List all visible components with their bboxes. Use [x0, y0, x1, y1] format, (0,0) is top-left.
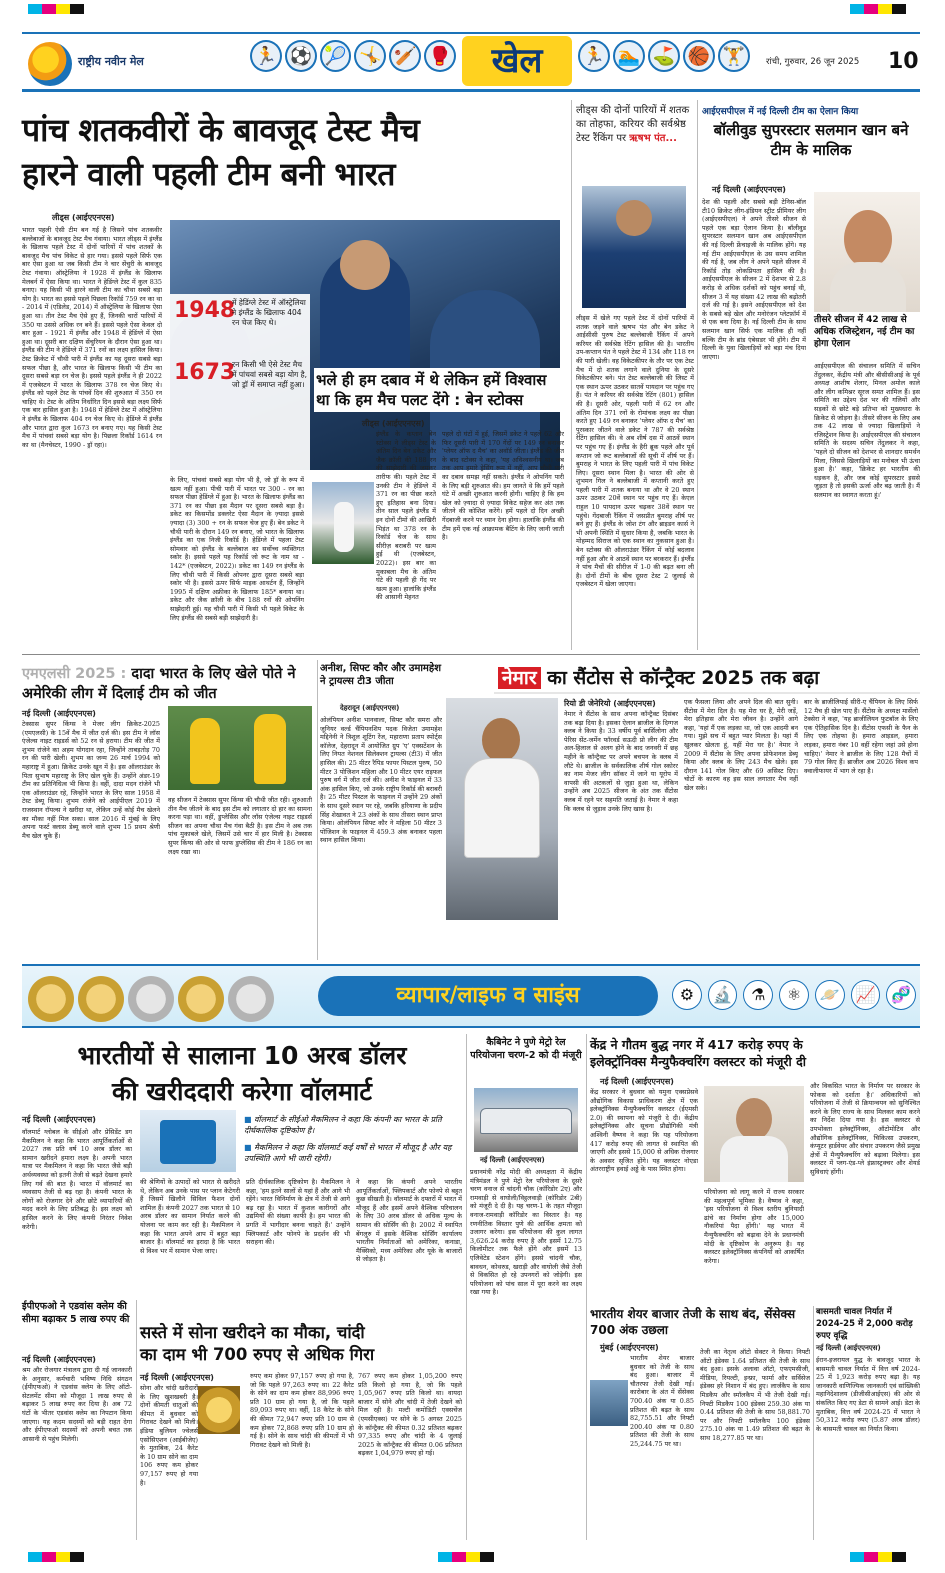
stat2-text: रन किसी भी ऐसे टेस्ट मैच में पांचवां सबसे बड़ा योग है, जो ड्रॉ में समाप्त नहीं हुआ। [232, 360, 308, 389]
story-sensex [590, 1306, 810, 1540]
player-yellow [190, 718, 220, 784]
walmart-bullet-1 [244, 1114, 462, 1136]
reg-mark-magenta [864, 4, 878, 14]
reg-mark-yellow [878, 4, 892, 14]
paper-logo [28, 42, 72, 86]
sensex-headline: भारतीय शेयर बाजार तेजी के साथ बंद, सेंसेक्स 700 अंक उछला [590, 1307, 796, 1337]
pant-photo [582, 186, 686, 308]
reg-mark-yellow [56, 1552, 70, 1562]
dehradun-headline: अनीश, सिफ्ट कौर और उमामहेश ने ट्रायल्स टी3 जीता [320, 663, 441, 687]
reg-mark-yellow [878, 1552, 892, 1562]
swimming-icon: 🏊 [613, 40, 645, 72]
hurdle-icon: 🤸 [354, 40, 386, 72]
neymar-dateline: रियो डी जेनेरियो (आईएएनएस) [564, 699, 656, 708]
gold-col-1: सोना और चांदी खरीदारों के लिए खुशखबरी है। दोनों कीमती धातुओं की कीमत में बुधवार को गिरावट देखने को मिली। इंडिया बुलियन ज्वेलर्स एसोसिएशन (आईबीजेए) के मुताबिक, 24 कैरेट के 10 ग्राम सोने का दाम 106 रुपए कम होकर 97,157 रुपए हो गया है। [140, 1384, 198, 1487]
page-number: 10 [888, 49, 919, 74]
salman-photo [814, 192, 920, 312]
electronics-col-3: और विकसित भारत के निर्माण पर सरकार के फोकस को दर्शाता है।' अधिकारियों को परियोजना में तेजी से क्रियान्वयन को सुनिश्चित करने के लिए राज्य के साथ मिलकर काम करने का निर्देश दिया गया है। इस क्लस्टर से उपभोक्ता इलेक्ट्रॉनिक्स, ऑटोमोटिव और औद्योगिक इलेक्ट्रॉनिक्स, चिकित्सा उपकरण, कंप्यूटर हार्डवेयर और संचार उपकरण जैसे प्रमुख क्षेत्रों में मैन्युफैक्चरिंग को बढ़ावा मिलेगा। इस क्लस्टर में प्लग-एंड-प्ले इंफ्रास्ट्रक्चर और शेयर्ड सुविधाएं होंगी। [810, 1082, 920, 1176]
gold-headline-line-1: सस्ते में सोना खरीदने का मौका, चांदी [140, 1323, 365, 1342]
paper-name: राष्ट्रीय नवीन मेल [78, 55, 144, 68]
electronics-headline [590, 1036, 920, 1070]
gold-headline [140, 1322, 462, 1366]
headline-line-1: पांच शतकवीरों के बावजूद टेस्ट मैच [22, 111, 420, 149]
reg-mark-cyan [28, 4, 42, 14]
walmart-headline-line-1: भारतीयों से सालाना 10 अरब डॉलर [77, 1041, 407, 1070]
story-pant [576, 100, 694, 650]
stat1-text: में हेडिंग्ले टेस्ट में ऑस्ट्रेलिया ने इंग्लैंड के खिलाफ 404 रन चेज किए थे। [232, 298, 306, 327]
salman-dateline: नई दिल्ली (आईएएनएस) [712, 185, 786, 194]
divider [813, 1306, 814, 1540]
reg-mark-black [892, 4, 906, 14]
gold-col-2: रुपए कम होकर 97,157 रुपए हो गया है, जो कि पहले 97,263 रुपए था। 22 कैरेट के सोने का दाम कम होकर 88,996 रुपए प्रति 10 ग्राम हो गया है, जो कि पहले 89,093 रुपए था। वहीं, 18 कैरेट के सोने की कीमत 72,947 रुपए प्रति 10 ग्राम से कम होकर 72,868 रुपए प्रति 10 ग्राम हो गई है। सोने के साथ चांदी की कीमतों में भी गिरावट देखने को मिली है। [250, 1372, 354, 1449]
reg-mark-black [70, 4, 84, 14]
epfo-body: श्रम और रोजगार मंत्रालय द्वारा दी गई जानकारी के अनुसार, कर्मचारी भविष्य निधि संगठन (ईपीएफओ) ने एडवांस क्लेम के लिए ऑटो-सेटलमेंट सीमा को मौजूदा 1 लाख रुपए से बढ़ाकर 5 लाख रुपए कर दिया है। अब 72 घंटों के भीतर एडवांस क्लेम का निपटान किया जाएगा। यह कदम सदस्यों को बड़ी राहत देगा और ईपीएफओ सदस्यों को अपनी बचत तक आसानी से पहुंच मिलेगी। [22, 1366, 132, 1443]
sensex-col-1: भारतीय शेयर बाजार बुधवार को तेजी के साथ बंद हुआ। बाजार में चौतरफा तेजी देखी गई। कारोबार के अंत में सेंसेक्स 700.40 अंक या 0.85 प्रतिशत की बढ़त के साथ 82,755.51 और निफ्टी 200.40 अंक या 0.80 प्रतिशत की तेजी के साथ 25,244.75 पर था। [630, 1354, 694, 1448]
electronics-col-2: परियोजना को लागू करने में राज्य सरकार की महत्वपूर्ण भूमिका है। वैष्णव ने कहा, 'इस परियोजना से विश्व स्तरीय बुनियादी ढांचे का निर्माण होगा और 15,000 नौकरियां पैदा होंगी।' यह भारत में मैन्युफैक्चरिंग को बढ़ावा देने के प्रधानमंत्री मोदी के दृष्टिकोण के अनुरूप है। यह क्लस्टर इलेक्ट्रॉनिक्स कंपनियों को आकर्षित करेगा। [704, 1188, 804, 1265]
stokes-col-2: पहले दो घंटों में हुई, जिसमें डकेट ने पहले 62 और फिर दूसरी पारी में 170 गेंदों पर 149 रन बनाकर 'प्लेयर ऑफ द मैच' का अवॉर्ड जीता। इंग्लैंड की जीत के बाद स्टोक्स ने कहा, 'यह अविश्वसनीय था। जब तक आप हमारे ड्रेसिंग रूम में नहीं, आप चौथी पारी का दबाव समझ नहीं सकते। इंग्लैंड ने ओपनिंग पारी के लिए बड़ी शुरुआत की। हम जानते थे कि हमें पहले घंटे में अच्छी शुरुआत करनी होगी। चाहिए है कि हम खेल को ज़्यादा से ज़्यादा विकेट सहेज कर अंत तक जीतने की कोशिश करेंगे। हमें पहले दो दिन अच्छी गेंदबाजी करने पर ध्यान देना होगा। हालांकि इंग्लैंड की टीम हमें एक नई आक्रामक बैटिंग के लिए जानी जाती है। [442, 430, 564, 542]
divider [466, 1034, 467, 1540]
neymar-col-3: बार के ब्राजीलियाई सीरी-ए चैंपियन के लिए सिर्फ 12 मैच ही खेल पाए हैं। सैंटोस के अध्यक्ष मार्सेलो टेक्सेरा ने कहा, 'यह ब्राजीलियन फुटबॉल के लिए एक ऐतिहासिक दिन है। सैंटोस एफसी के फैन के लिए एक तोहफा है। हमारा आइडल, हमारा लड़का, हमारा नंबर 10 वहीं रहेगा जहां उसे होना चाहिए।' नेमार ने ब्राजील के लिए 128 मैचों में 79 गोल किए हैं। ब्राजील अब 2026 विश्व कप क्वालीफायर में भाग ले रहा है। [804, 698, 918, 775]
reg-mark-cyan [850, 4, 864, 14]
basketball-icon: 🏀 [683, 40, 715, 72]
rice-dateline: नई दिल्ली (आईएएनएस) [816, 1344, 881, 1352]
sports-icons-left [250, 40, 456, 84]
reg-mark-magenta [42, 1552, 56, 1562]
player-yellow-2 [254, 714, 286, 784]
high-jump-icon: 🏃 [578, 40, 610, 72]
electronics-col-1: केंद्र सरकार ने बुधवार को यमुना एक्सप्रेसवे औद्योगिक विकास प्राधिकरण क्षेत्र में एक इलेक्ट्रॉनिक्स मैन्युफैक्चरिंग क्लस्टर (ईएमसी 2.0) की स्थापना को मंजूरी दे दी। केंद्रीय इलेक्ट्रॉनिक्स और सूचना प्रौद्योगिकी मंत्री अश्विनी वैष्णव ने कहा कि यह परियोजना 417 करोड़ रुपए की लागत से स्थापित की जाएगी और इससे 15,000 से अधिक रोजगार के अवसर सृजित होंगे। यह क्लस्टर नोएडा अंतरराष्ट्रीय हवाई अड्डे के पास स्थित होगा। [590, 1088, 698, 1174]
reg-mark-magenta [452, 1552, 466, 1562]
coins-image [28, 970, 278, 1026]
neymar-col-1: नेमार ने सैंटोस के साथ अपना कॉन्ट्रैक्ट दिसंबर तक बढ़ा दिया है। इसका ऐलान ब्राजील के दिग्गज क्लब ने किया है। 33 वर्षीय पूर्व बार्सिलोना और पेरिस सेंट-जर्मेन फॉरवर्ड सऊदी प्रो लीग की टीम अल-हिलाल से अलग होने के बाद जनवरी में छह महीने के कॉन्ट्रैक्ट पर अपने बचपन के क्लब में लौटे थे। ब्राजील के सर्वकालिक शीर्ष गोल स्कोरर का नाम मेजर लीग सॉकर में जाने या यूरोप में वापसी की अटकलों से जुड़ा हुआ था, लेकिन उन्होंने अब 2025 सीजन के अंत तक सैंटोस क्लब में रहने पर सहमति जताई है। नेमार ने कहा कि क्लब से जुड़ाव उनके लिए खास है। [564, 710, 678, 813]
section-title: खेल [462, 36, 572, 86]
divider [586, 1034, 587, 1540]
pant-headline [576, 104, 694, 146]
dna-icon: 🧬 [886, 980, 916, 1010]
headline-line-2: हारने वाली पहली टीम बनी भारत [22, 155, 396, 193]
mlc-col-2: वह सीजन में टेक्सास सुपर किंग्स की चौथी जीत रही। शुरुआती तीन मैच जीतने के बाद इस टीम को लगातार दो हार का सामना करना पड़ा था। वहीं, डुप्लेसिस और लॉस एंजेल्स नाइट राइडर्स सीजन का अपना चौथा मैच गंवा बैठी है। इस टीम ने अब तक पांच मुकाबले खेले, जिसमें उसे चार में हार मिली है। टेक्सास सुपर किंग्स की ओर से फाफ डुप्लेसिस की टीम ने 186 रन का लक्ष्य रखा था। [168, 796, 312, 856]
reg-mark-cyan [438, 1552, 452, 1562]
electronics-headline-line-1: केंद्र ने गौतम बुद्ध नगर में 417 करोड़ रुपए के [590, 1037, 803, 1052]
neymar-headline-band [494, 662, 920, 694]
sports-icons-right [578, 40, 758, 84]
salman-headline: बॉलीवुड सुपरस्टार सलमान खान बने टीम के मालिक [713, 121, 909, 159]
walmart-col-4: ने कहा कि कंपनी अपने भारतीय आपूर्तिकर्ताओं, फ्लिपकार्ट और फोनपे से बहुत कुछ सीखती है। वॉलमार्ट के दफ्तरों में भारत में मौजूद हैं और इसमें अपने वैश्विक परिचालन के लिए 30 अरब डॉलर से अधिक मूल्य के सामान की सोर्सिंग की है। 2002 में स्थापित बेंगलुरु में इसके वैश्विक सोर्सिंग कार्यालय भारतीय निर्माताओं को अमेरिका, कनाडा, मैक्सिको, मध्य अमेरिका और यूके के बाजारों से जोड़ता है। [356, 1178, 462, 1264]
minister-head [736, 1098, 772, 1140]
bullet-icon: ■ [244, 1115, 255, 1124]
masthead-dateline: रांची, गुरुवार, 26 जून 2025 [766, 57, 860, 67]
reg-mark-magenta [864, 1552, 878, 1562]
neymar-headline-rest: का सैंटोस से कॉन्ट्रैक्ट 2025 तक बढ़ा [540, 667, 820, 689]
coin-icon [128, 976, 174, 1022]
boxing-icon: 🥊 [424, 40, 456, 72]
reg-mark-cyan [850, 1552, 864, 1562]
gold-dateline: नई दिल्ली (आईएएनएस) [140, 1373, 214, 1382]
salman-caption: तीसरे सीजन में 42 लाख से अधिक रजिस्ट्रेशन, नई टीम का होगा ऐलान [814, 315, 915, 349]
walmart-col-2: की श्रेणियों के उत्पादों को भारत से खरीदते थे, लेकिन अब उनके पास पर प्लान केटेगरी हैं जिसमें खिलौने सिविल फैशन दोनों शामिल हैं। कंपनी 2027 तक भारत से 10 अरब डॉलर का सामान निर्यात करने की योजना पर काम कर रही है। मैकमिलन ने कहा कि भारत अपने आप में बहुत बड़ा बाजार है। वॉलमार्ट का इरादा है कि भारत से विश्व भर में सामान भेजा जाए। [140, 1178, 240, 1255]
neymar-shirt [464, 758, 540, 858]
metro-train [480, 1108, 572, 1134]
story-epfo [22, 1300, 132, 1540]
walmart-dateline: नई दिल्ली (आईएएनएस) [22, 1115, 96, 1124]
pant-headline-text: लीड्स की दोनों पारियों में शतक का तोहफा, करियर की सर्वश्रेष्ठ टेस्ट रैंकिंग पर ऋषभ पंत... [576, 105, 690, 144]
divider [697, 100, 698, 650]
cricket-icon: 🏏 [389, 40, 421, 72]
pant-head [616, 200, 652, 236]
registration-marks-bottom-center [438, 1552, 508, 1562]
running-icon: 🏃 [250, 40, 282, 72]
walmart-col-3: प्रति दीर्घकालिक दृष्टिकोण है। मैकमिलन ने कहा, 'हम इतने सालों से यहां हैं और आगे भी रहेंगे। भारत विनिर्माण के क्षेत्र में तेजी से आगे बढ़ रहा है। भारत में कुशल कारीगरों और उद्यमियों की संख्या काफी है। हम भारत की प्रगति में भागीदार बनना चाहते हैं।' उन्होंने फ्लिपकार्ट और फोनपे के प्रदर्शन की भी सराहना की। [246, 1178, 350, 1247]
flask-icon: ⚗ [743, 980, 773, 1010]
story-electronics [590, 1034, 920, 1304]
gold-col-3: 767 रुपए कम होकर 1,05,200 रुपए प्रति किलो हो गया है, जो कि पहले 1,05,967 रुपए प्रति किलो था। वायदा बाजार में सोने और चांदी में तेजी देखने को मिल रही है। मल्टी कमोडिटी एक्सचेंज (एमसीएक्स) पर सोने के 5 अगस्त 2025 के कॉन्ट्रैक्ट की कीमत 0.32 प्रतिशत बढ़कर 97,335 रुपए और चांदी के 4 जुलाई 2025 के कॉन्ट्रैक्ट की कीमत 0.06 प्रतिशत बढ़कर 1,04,979 रुपए हो गई। [358, 1372, 462, 1458]
electronics-dateline: नई दिल्ली (आईएएनएस) [600, 1077, 674, 1086]
salman-col-1: देश की पहली और सबसे बड़ी टेनिस-बॉल टी10 क्रिकेट लीग-इंडियन स्ट्रीट प्रीमियर लीग (आईएसपीएल) ने अपने तीसरे सीजन से पहले एक बड़ा ऐलान किया है। बॉलीवुड सुपरस्टार सलमान खान अब आईएसपीएल की नई दिल्ली फ्रेंचाइजी के मालिक होंगे। यह नई टीम आईएसपीएल के उस समय शामिल की गई है, जब लीग ने अपने पहले सीजन में रिकॉर्ड तोड़ लोकप्रियता हासिल की है। आईएसपीएल के सीजन 2 में देशभर से 2.8 करोड़ से अधिक दर्शकों को पहुंच बनाई थी, सीजन 3 में यह संख्या 42 लाख की बढ़ोतरी दर्ज की गई है। इसने आईएसपीएल को देश के सबसे बड़े खेल और मनोरंजन प्लेटफ़ॉर्म में से एक बना दिया है। नई दिल्ली टीम के साथ सलमान खान सिर्फ एक मालिक ही नहीं बल्कि टीम के ब्रांड एंबेसडर भी होंगे। टीम में दिल्ली के युवा खिलाड़ियों को बड़ा मंच दिया जाएगा। [702, 198, 806, 361]
bullet-icon: ■ [244, 1143, 255, 1152]
stokes-headline: भले ही हम दबाव में थे लेकिन हमें विश्वास था कि हम मैच पलट देंगे : बेन स्टोक्स [314, 368, 564, 412]
salman-head [844, 210, 892, 268]
rice-body: ईरान-इजरायल युद्ध के बावजूद भारत के बासमती चावल निर्यात में वित्त वर्ष 2024-25 में 1,923 करोड़ रुपए बढ़ा है। यह जानकारी वाणिज्यिक जानकारी एवं सांख्यिकी महानिदेशालय (डीजीसीआईएस) की ओर से संकलित किए गए डेटा से सामने आई। डेटा के मुताबिक, वित्त वर्ष 2024-25 में भारत ने 50,312 करोड़ रुपए (5.87 अरब डॉलर) के बासमती चावल का निर्यात किया। [816, 1356, 920, 1433]
stokes-col-1: इंग्लैंड के कप्तान बेन स्टोक्स ने लीड्स टेस्ट के अंतिम दिन बेन डकेट और जैक क्रॉली की 188 रन की साझेदारी की जमकर तारीफ की। पहले टेस्ट में उनकी टीम ने हेडिंग्ले में 371 रन का पीछा करते हुए इतिहास बना दिया। तीन साल पहले इंग्लैंड में इन दोनों टीमों की आखिरी भिड़ंत था 378 रन के रिकॉर्ड चेज के साथ सीरीज़ बराबरी पर खत्म हुई थी (एजबेस्टन, 2022)। इस बार का मुकाबला मैच के अंतिम घंटे की पहली ही गेंद पर खत्म हुआ। हालांकि इंग्लैंड की आसानी मेहनत [376, 430, 436, 602]
walmart-headline-line-2: की खरीददारी करेगा वॉलमार्ट [112, 1077, 372, 1106]
chart-icon: 📈 [851, 980, 881, 1010]
story-dehradun [320, 660, 442, 960]
walmart-col-1: वॉलमार्ट ग्लोबल के सीईओ और प्रेसिडेंट डग मैकमिलन ने कहा कि भारत आपूर्तिकर्ताओं से 2027 तक प्रति वर्ष 10 अरब डॉलर का सामान खरीदने हमारा लक्ष्य है। अपनी भारत यात्रा पर मैकमिलन ने कहा कि भारत जैसे बड़ी अर्थव्यवस्था को इतनी तेजी से बढ़ते देखना हमारे लिए गर्व की बात है। भारत में वॉलमार्ट का व्यवसाय तेजी से बढ़ रहा है। कंपनी भारत के लोगों को रोजगार देने और छोटे व्यापारियों की मदद करने के लिए प्रतिबद्ध है। इस लक्ष्य को हासिल करने के लिए कंपनी निरंतर निवेश करेगी। [22, 1128, 132, 1231]
mlc-col-1: टेक्सास सुपर किंग्स ने मेजर लीग क्रिकेट-2025 (एमएलसी) के 15वें मैच में जीत दर्ज की। इस टीम ने लॉस एंजेल्स नाइट राइडर्स को 52 रन से हराया। टीम की जीत में शुभम रांजेने का अहम योगदान रहा, जिन्होंने ताबड़तोड़ 70 रन की पारी खेली। शुभम का जन्म 26 मार्च 1994 को महाराष्ट्र में हुआ। क्रिकेट उनके खून में है। इस ऑलराउंडर के पिता सुभाष महाराष्ट्र के लिए खेल चुके हैं। उन्होंने अंडर-19 टीम का प्रतिनिधित्व भी किया है। वहीं, दादा मदन रांजेने भी एक ऑलराउंडर रहे, जिन्होंने भारत के लिए साल 1958 में टेस्ट डेब्यू किया। शुभम रांजेने को आईपीएल 2019 में राजस्थान रॉयल्स ने खरीदा था, लेकिन उन्हें कोई मैच खेलने का मौका नहीं मिल सका। साल 2016 में मुंबई के लिए अपना फर्स्ट क्लास डेब्यू करने वाले शुभम 15 प्रथम श्रेणी मैच खेल चुके हैं। [22, 720, 160, 840]
story-test [22, 100, 568, 650]
walmart-headline [22, 1038, 462, 1110]
body-col-3: के लिए, पांचवां सबसे बड़ा योग भी है, जो ड्रॉ के रूप में खत्म नहीं हुआ। पीची पारी में भारत पर 300 - रन का सफल पीछा हेडिंग्ले में हुआ है। भारत के खिलाफ इंग्लैंड का 371 रन का पीछा इस मैदान पर दूसरा सबसे बड़ा है। डकेट का किसमोंड डक्लरेट ऐसा मैदान के ज़्यादा इससे ज़्यादा (3) 300 + रन के सफल चेज हुए हैं। बेन डकेट ने चौथी पारी के दौरान 149 रन बनाए, जो भारत के खिलाफ इंग्लैंड का एक निजी रिकॉर्ड है। हेडिंग्ले में पहला टेस्ट सोमवार को इंग्लैंड के बल्लेबाज का सर्वोच्च व्यक्तिगत स्कोर है। इससे पहले यह रिकॉर्ड जो रूट के नाम था - 142* (एजबेस्टन, 2022)। डकेट का 149 रन इंग्लैंड के लिए चौथी पारी में किसी ओपनर द्वारा दूसरा सबसे बड़ा स्कोर भी है। इससे ऊपर सिर्फ माइक आथर्टन हैं, जिन्होंने 1995 में दक्षिण अफ्रीका के खिलाफ 185* बनाया था। डकेट और जैक क्रॉली के बीच 188 रनों की ओपनिंग साझेदारी हुई। यह चौथी पारी में किसी भी पहले विकेट के लिए इंग्लैंड की सबसे बड़ी साझेदारी है। [170, 476, 304, 622]
player-head [340, 240, 390, 290]
neymar-head [482, 718, 520, 762]
walmart-bullet-1-text: वॉलमार्ट के सीईओ मैकमिलन ने कहा कि कंपनी का भारत के प्रति दीर्घकालिक दृष्टिकोण है। [244, 1115, 442, 1135]
walmart-bullet-2 [244, 1142, 462, 1164]
divider [317, 660, 318, 960]
salman-kicker: आईएसपीएल में नई दिल्ली टीम का ऐलान किया [702, 107, 859, 117]
stokes-dateline: लीड्स (आईएएनएस) [362, 419, 425, 428]
tennis-icon: 🎾 [320, 40, 352, 72]
registration-marks-bottom [28, 1552, 98, 1562]
neymar-headline [494, 662, 920, 694]
gold-headline-line-2: का दाम भी 700 रुपए से अधिक गिरा [140, 1345, 375, 1364]
pant-name-highlight: ऋषभ पंत... [629, 133, 677, 144]
metro-photo [474, 1088, 578, 1152]
reg-mark-cyan [28, 1552, 42, 1562]
pune-body: प्रधानमंत्री नरेंद्र मोदी की अध्यक्षता में केंद्रीय मंत्रिमंडल ने पुणे मेट्रो रेल परियोजना के दूसरे चरण वनाज से चांदनी चौक (कॉरिडोर 2ए) और रामवाड़ी से वाघोली/विट्ठलवाड़ी (कॉरिडोर 2बी) को मंजूरी दे दी है। यह चरण-1 के तहत मौजूदा वनाज-रामवाड़ी कॉरिडोर का विस्तार है। यह रणनीतिक विस्तार पुणे की आर्थिक क्षमता को उजागर करेगा। इस परियोजना की कुल लागत 3,626.24 करोड़ रुपए है और इसमें 12.75 किलोमीटर तक फैले होंगे और इसमें 13 एलिवेटेड स्टेशन होंगे। इससे चांदनी चौक, बावधन, कोथरुड, खराड़ी और वाघोली जैसे तेजी से विकसित हो रहे उपनगरों को जोड़ेगी। इस परियोजना को पांच साल में पूरा करने का लक्ष्य रखा गया है। [470, 1168, 582, 1297]
body-col-1: भारत पहली ऐसी टीम बन गई है जिसने पांच शतकवीर बल्लेबाजों के बावजूद टेस्ट मैच गंवाया। भारत लीड्स में इंग्लैंड के खिलाफ पहले टेस्ट में दोनों पारियों में पांच शतकों के बावजूद मैच पांच विकेट से हार गया। इससे पहले सिर्फ एक बार ऐसा हुआ था जब किसी टीम ने चार सेंचुरी के बावजूद टेस्ट गंवाया। ऑस्ट्रेलिया ने 1928 में इंग्लैंड के खिलाफ मेलबर्न में ऐसा किया था। भारत ने हेडिंग्ले टेस्ट में कुल 835 बनाए। यह किसी भी हारने वाली टीम का चौथा सबसे बड़ा योग है। भारत का इससे पहले पिछला रिकॉर्ड 759 रन का था - 2014 में (एडिलेड, 2014) में ऑस्ट्रेलिया के खिलाफ ऐसा हुआ था। तीन टेस्ट मैच ऐसे हुए हैं, जिनकी चारों पारियों में 350 या उससे अधिक रन बने हैं। इससे पहले ऐसा केवल दो बार हुआ - 1921 में इंग्लैंड और 1948 में हेडिंग्ले में ऐसा हुआ था। दूसरी बार दक्षिण सेंचुरियन के दौरान ऐसा हुआ था। इंग्लैंड की टीम ने हेडिंग्ले में 371 रनों का लक्ष्य हासिल किया। टेस्ट क्रिकेट में चौथी पारी में इंग्लैंड का यह दूसरा सबसे बड़ा सफल पीछा है, और भारत के खिलाफ किसी भी टीम का दूसरा सबसे बड़ा रन चेज है। इससे पहले इंग्लैंड ने ही 2022 में एजबेस्टन में भारत के खिलाफ 378 रन चेज किए थे। इंग्लैंड को पहले टेस्ट के पांचवें दिन की शुरुआत में 350 रन चाहिए थे। टेस्ट के अंतिम निर्धारित दिन इससे बड़ा लक्ष्य सिर्फ एक बार हासिल हुआ है। 1948 में हेडिंग्ले टेस्ट में ऑस्ट्रेलिया ने इंग्लैंड के खिलाफ 404 रन चेज किए थे। हेडिंग्ले में इंग्लैंड और भारत द्वारा कुल 1673 रन बनाए गए। यह किसी टेस्ट मैच में पांचवां सबसे बड़ा योग है। पिछला रिकॉर्ड 1614 रन का था (मैनचेस्टर, 1990 - ड्रॉ रहा)। [22, 226, 162, 449]
salman-col-2: आईएसपीएल की संचालन समिति में सचिन तेंदुलकर, केंद्रीय मंत्री और बीसीसीआई के पूर्व अध्यक्ष आशीष शेलार, मिनल अमोल काले और लीग कमिश्नर सूरज समत शामिल हैं। इस समिति का उद्देश्य देश भर की गलियों और सड़कों से छोटे बड़े प्रतिभा को मुख्यधारा के क्रिकेट से जोड़ना है। तीसरे सीजन के लिए अब तक 42 लाख से ज्यादा खिलाड़ियों ने रजिस्ट्रेशन किया है। आईएसपीएल की संचालन समिति के सदस्य सचिन तेंदुलकर ने कहा, 'पहले दो सीजन को देशभर से शानदार समर्थन मिला, जिससे खिलाड़ियों का मनोबल भी ऊंचा हुआ है।' कहा, 'क्रिकेट हर भारतीय की धड़कन है, और जब कोई सुपरस्टार इससे जुड़ता है तो इसकी ऊर्जा और बढ़ जाती है। मैं सलमान का स्वागत करता हूं।' [814, 362, 920, 499]
reg-mark-black [480, 1552, 494, 1562]
registration-marks-top-right [850, 4, 920, 14]
coin-icon [28, 976, 74, 1022]
reg-mark-black [892, 1552, 906, 1562]
divider [571, 100, 572, 650]
reg-mark-black [70, 1552, 84, 1562]
registration-marks-bottom-right [850, 1552, 920, 1562]
stat2-number: 1673 [174, 360, 236, 385]
story-gold [140, 1322, 462, 1540]
sensex-col-2: तेजी का नेतृत्व ऑटो सेक्टर ने किया। निफ्टी ऑटो इंडेक्स 1.64 प्रतिशत की तेजी के साथ बंद हुआ। इसके अलावा ऑटो, एफएमसीजी, मीडिया, रियल्टी, इन्फ्रा, फार्मा और सर्विसेज इंडेक्स हरे निशान में बंद हुए। लार्जकैप के साथ मिडकैप और स्मॉलकैप में भी तेजी देखी गई। निफ्टी मिडकैप 100 इंडेक्स 259.30 अंक या 0.44 प्रतिशत की तेजी के साथ 58,881.70 पर और निफ्टी स्मॉलकैप 100 इंडेक्स 275.10 अंक या 1.49 प्रतिशत की बढ़त के साथ 18,277.85 पर था। [700, 1348, 810, 1442]
planet-icon: 🪐 [815, 980, 845, 1010]
mlc-photo [168, 706, 312, 790]
divider [22, 654, 920, 655]
science-icons [672, 980, 916, 1016]
minister-body [720, 1136, 788, 1182]
masthead [22, 32, 920, 92]
pant-col-1: लीड्स में खेले गए पहले टेस्ट में दोनों पारियों में शतक जड़ने वाले ऋषभ पंत और बेन डकेट ने आईसीसी पुरुष टेस्ट बल्लेबाजी रैंकिंग में अपने करियर की सर्वश्रेष्ठ रेटिंग हासिल की है। भारतीय उप-कप्तान पंत ने पहले टेस्ट में 134 और 118 रन की पारी खेली। वह विकेटकीपर के तौर पर एक टेस्ट मैच में दो शतक लगाने वाले दुनिया के दूसरे विकेटकीपर बने। पंत टेस्ट बल्लेबाजी की लिस्ट में एक स्थान ऊपर उठकर सातवें पायदान पर पहुंच गए हैं। पंत ने करियर की सर्वश्रेष्ठ रेटिंग (801) हासिल की है। दूसरी ओर, पहली पारी में 62 रन और अंतिम दिन 371 रनों के रोमांचक लक्ष्य का पीछा करते हुए 149 रन बनाकर 'प्लेयर ऑफ द मैच' का पुरस्कार जीतने वाले डकेट ने 787 की सर्वश्रेष्ठ रेटिंग हासिल की। वे अब शीर्ष दस में आठवें स्थान पर पहुंच गए हैं। इंग्लैंड के हैरी ब्रूक पहले और पूर्व कप्तान जो रूट बल्लेबाजों की सूची में शीर्ष पर हैं। बुमराह ने भारत के लिए पहली पारी में पांच विकेट लिए। दूसरा स्थान मिला है। भारत की ओर से शुभमन गिल ने बल्लेबाजी में कप्तानी करते हुए पहली पारी में शतक बनाया था और वे 20 स्थान ऊपर उठकर 20वें स्थान पर पहुंच गए हैं। केएल राहुल 10 पायदान ऊपर चढ़कर 38वें स्थान पर पहुंचे। गेंदबाजी रैंकिंग में जसप्रीत बुमराह शीर्ष पर बने हुए हैं। इंग्लैंड के जोश टंग और ब्राइडन कार्स ने भी अपनी स्थिति में सुधार किया है, जबकि भारत के मोहम्मद सिराज को एक स्थान का नुकसान हुआ है। बेन स्टोक्स की ऑलराउंडर रैंकिंग में कोई बदलाव नहीं हुआ और वे आठवें स्थान पर बरकरार हैं। इंग्लैंड ने पांच मैचों की सीरीज में 1-0 की बढ़त बना ली है। दोनों टीमों के बीच दूसरा टेस्ट 2 जुलाई से एजबेस्टन में खेला जाएगा। [576, 314, 694, 589]
story-neymar [446, 660, 920, 960]
business-banner [22, 964, 920, 1028]
reg-mark-magenta [42, 4, 56, 14]
weightlifting-icon: 🏋 [718, 40, 750, 72]
headline [22, 108, 568, 196]
electronics-headline-line-2: इलेक्ट्रॉनिक्स मैन्युफैक्चरिंग क्लस्टर को मंजूरी दी [590, 1054, 807, 1069]
neymar-headline-highlight: नेमार [498, 667, 541, 689]
coin-icon [78, 976, 124, 1022]
walmart-bag [160, 1120, 216, 1164]
pune-dateline: नई दिल्ली (आईएएनएस) [480, 1156, 545, 1164]
business-banner-title: व्यापार/लाइफ व साइंस [318, 976, 658, 1016]
story-salman [702, 100, 920, 650]
story-pune [470, 1034, 582, 1540]
neymar-col-2: एक फैसला लिया और अपने दिल की बात सुनी। सैंटोस में मेरा दिल है। यह मेरा घर है, मेरी जड़ें, मेरा इतिहास और मेरा जीवन है। उन्होंने आगे कहा, 'यहां मैं एक लड़का था, जो एक आदमी बन गया। मुझे सच में बहुत प्यार मिलता है। यहां मैं खुलकर खेलता हूं, यहीं मेरा घर है।' नेमार ने 2009 में सैंटोस के लिए अपना प्रोफेशनल डेब्यू किया और क्लब के लिए 243 मैच खेले। इस दौरान 141 गोल किए और 69 असिस्ट दिए। चोटों के कारण वह इस साल लगातार मैच नहीं खेल सके। [684, 698, 798, 792]
coin-icon [178, 976, 224, 1022]
stat-box [170, 294, 310, 474]
walmart-bullet-2-text: मैकमिलन ने कहा कि वॉलमार्ट कई वर्षों से भारत में मौजूद है और यह उपस्थिति आगे भी जारी रहेगी। [244, 1143, 452, 1163]
epfo-headline: ईपीएफओ ने एडवांस क्लेम की सीमा बढ़ाकर 5 लाख रुपए की [22, 1301, 130, 1325]
stat1-number: 1948 [174, 298, 236, 323]
salman-body [830, 262, 906, 312]
divider [136, 1300, 137, 1540]
rice-headline: बासमती चावल निर्यात में 2024-25 में 2,000 करोड़ रुपए वृद्धि [816, 1307, 913, 1341]
dehradun-body: ओलंपियन अनीश भानवाला, सिफ्ट कौर समरा और जूनियर वर्ल्ड चैंपियनशिप पदक विजेता उमामहेश मद्दिनेनी ने त्रिशूल शूटिंग रेंज, महाराणा प्रताप स्पोर्ट्स कॉलेज, देहरादून में आयोजित ग्रुप 'ए' एक्सटेंशन के लिए नियत नेशनल सिलेक्शन ट्रायल्स (टी3) में जीत हासिल की। 25 मीटर रैपिड फायर पिस्टल पुरुष, 50 मीटर 3 पोजिशन महिला और 10 मीटर एयर राइफल पुरुष वर्ग में जीत दर्ज की। अनीश ने फाइनल में 33 अंक हासिल किए, जो उनके राष्ट्रीय रिकॉर्ड की बराबरी है। 25 मीटर पिस्टल के फाइनल में उन्होंने 29 अंकों के साथ दूसरे स्थान पर रहे, जबकि हरियाणा के प्रदीप सिंह शेखावत ने 23 अंकों के साथ तीसरा स्थान प्राप्त किया। ओलंपियन सिफ्ट कौर ने महिला 50 मीटर 3 पोजिशन के फाइनल में 459.3 अंक बनाकर पहला स्थान हासिल किया। [320, 716, 442, 845]
dehradun-dateline: देहरादून (आईएएनएस) [340, 704, 400, 712]
mlc-headline-rest: दादा भारत के लिए खेले पोते ने अमेरिकी लीग में दिलाई टीम को जीत [22, 666, 296, 702]
dateline: लीड्स (आईएएनएस) [52, 213, 115, 222]
pune-headline: कैबिनेट ने पुणे मेट्रो रेल परियोजना चरण-2 को दी मंजूरी [470, 1037, 582, 1061]
neymar-photo [446, 698, 558, 920]
coin-icon [228, 976, 274, 1022]
golf-icon: ⛳ [648, 40, 680, 72]
reg-mark-yellow [466, 1552, 480, 1562]
gear-icon: ⚙ [672, 980, 702, 1010]
sensex-dateline: मुंबई (आईएएनएस) [600, 1343, 659, 1352]
mlc-headline-prefix: एमएलसी 2025 : [22, 666, 127, 682]
story-mlc [22, 660, 314, 960]
epfo-dateline: नई दिल्ली (आईएएनएस) [22, 1355, 96, 1364]
mlc-headline [22, 664, 314, 704]
story-rice [816, 1306, 920, 1540]
reg-mark-yellow [56, 4, 70, 14]
registration-marks-top [28, 4, 98, 14]
walmart-photo [140, 1110, 236, 1172]
microscope-icon: 🔬 [708, 980, 738, 1010]
minister-photo [704, 1086, 804, 1182]
mlc-dateline: नई दिल्ली (आईएएनएस) [22, 709, 96, 718]
football-icon: ⚽ [285, 40, 317, 72]
atom-icon: ⚛ [779, 980, 809, 1010]
